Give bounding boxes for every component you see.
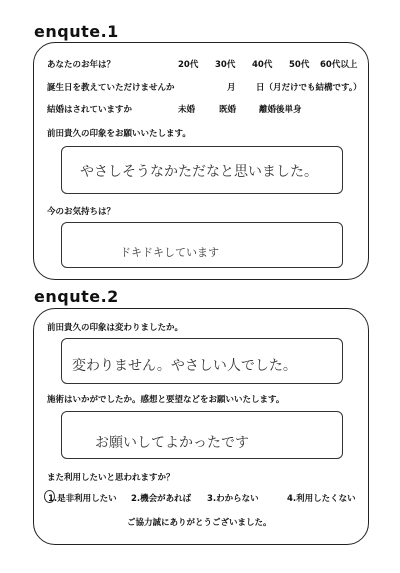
impression-answer: やさしそうなかただなと思いました。: [80, 164, 318, 180]
reuse-option-4[interactable]: 4.利用したくない: [287, 494, 356, 504]
thanks-message: ご協力誠にありがとうございました。: [127, 518, 272, 528]
married-option-single[interactable]: 未婚: [178, 105, 196, 115]
birthday-day-note: 日（月だけでも結構です。）: [256, 83, 362, 93]
age-option-50s[interactable]: 50代: [289, 60, 310, 70]
age-question: あなたのお年は？: [47, 60, 116, 70]
impression-question: 前田貴久の印象をお願いいたします。: [47, 129, 191, 139]
birthday-month-label: 月: [227, 83, 236, 93]
reuse-question: また利用したいと思われますか？: [47, 473, 175, 483]
married-option-married[interactable]: 既婚: [219, 105, 237, 115]
feeling-question: 今のお気持ちは？: [47, 207, 116, 217]
change-answer: 変わりません。やさしい人でした。: [72, 358, 297, 374]
married-option-divorced[interactable]: 離婚後単身: [259, 105, 302, 115]
birthday-question: 誕生日を教えていただけませんか: [47, 83, 175, 93]
treatment-question: 施術はいかがでしたか。感想と要望などをお願いいたします。: [47, 395, 285, 405]
feeling-answer: ドキドキしています: [120, 246, 219, 259]
age-option-40s[interactable]: 40代: [252, 60, 273, 70]
reuse-option-1[interactable]: 1.是非利用したい: [48, 494, 117, 504]
age-option-20s[interactable]: 20代: [178, 60, 199, 70]
treatment-answer: お願いしてよかったです: [95, 435, 249, 451]
enquete-1-heading: enqute.1: [34, 22, 119, 41]
reuse-option-2[interactable]: 2.機会があれば: [131, 494, 192, 504]
age-option-60s-plus[interactable]: 60代以上: [320, 60, 358, 70]
enquete-2-heading: enqute.2: [34, 287, 119, 306]
age-option-30s[interactable]: 30代: [215, 60, 236, 70]
married-question: 結婚はされていますか: [47, 105, 133, 115]
change-question: 前田貴久の印象は変わりましたか。: [47, 323, 184, 333]
reuse-option-3[interactable]: 3.わからない: [207, 494, 259, 504]
